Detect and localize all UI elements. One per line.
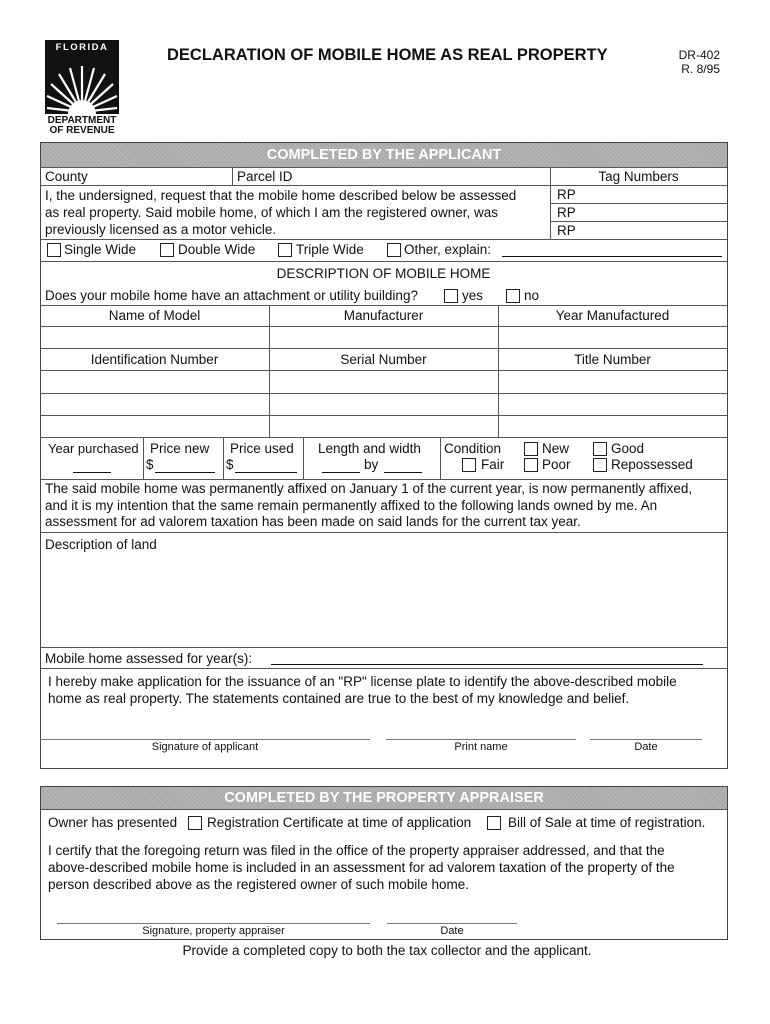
appraiser-signature-line[interactable] [57, 923, 370, 924]
certify-line: I certify that the foregoing return was filed in the office of the property appraiser addressed, and that the [48, 843, 665, 858]
applicant-signature-line[interactable] [40, 739, 370, 740]
condition-new-checkbox[interactable] [524, 442, 538, 456]
year-purchased-field[interactable] [73, 472, 111, 473]
logo-of-revenue: OF REVENUE [49, 125, 115, 136]
applicant-band: COMPLETED BY THE APPLICANT [41, 143, 727, 167]
request-line: previously licensed as a motor vehicle. [45, 222, 277, 237]
model-input-row[interactable] [41, 327, 727, 347]
price-used-field[interactable] [235, 472, 297, 473]
double-wide-checkbox[interactable] [160, 243, 174, 257]
attachment-no-label: no [524, 288, 540, 303]
logo-department: DEPARTMENT [47, 115, 117, 126]
county-label: County [45, 169, 88, 184]
applicant-date-line[interactable] [590, 739, 702, 740]
print-name-line[interactable] [386, 739, 576, 740]
by-label: by [364, 457, 379, 472]
registration-certificate-label: Registration Certificate at time of application [207, 815, 472, 830]
condition-fair-checkbox[interactable] [462, 458, 476, 472]
other-explain-field[interactable] [502, 256, 722, 257]
application-statement [48, 673, 677, 707]
triple-wide-label: Triple Wide [296, 242, 364, 257]
col-year-manufactured: Year Manufactured [555, 308, 670, 323]
condition-poor-checkbox[interactable] [524, 458, 538, 472]
bill-of-sale-label: Bill of Sale at time of registration. [508, 815, 706, 830]
owner-presented-label: Owner has presented [48, 815, 178, 830]
attachment-yes-checkbox[interactable] [444, 289, 458, 303]
florida-dor-logo [42, 40, 122, 136]
length-field[interactable] [322, 472, 360, 473]
affixed-line: assessment for ad valorem taxation has been made on said lands for the current tax year. [45, 514, 581, 529]
condition-label: Condition [444, 441, 502, 456]
condition-good-label: Good [611, 441, 645, 456]
certify-line: above-described mobile home is included in an assessment for ad valorem taxation of the property of the [48, 860, 675, 875]
col-name-of-model: Name of Model [108, 308, 201, 323]
condition-new-label: New [542, 441, 570, 456]
sunburst-icon [45, 56, 119, 114]
signature-applicant-label: Signature of applicant [151, 741, 259, 753]
affixed-line: and it is my intention that the same remain permanently affixed to the following lands owned by me. An [45, 497, 658, 513]
attachment-no-checkbox[interactable] [506, 289, 520, 303]
single-wide-label: Single Wide [64, 242, 137, 257]
form-id [660, 48, 720, 76]
registration-certificate-checkbox[interactable] [188, 816, 202, 830]
form-title: DECLARATION OF MOBILE HOME AS REAL PROPERTY [167, 46, 608, 64]
price-used-dollar: $ [226, 457, 234, 472]
description-of-land-field[interactable] [41, 555, 727, 645]
signature-appraiser-label: Signature, property appraiser [142, 925, 285, 937]
appraiser-band: COMPLETED BY THE PROPERTY APPRAISER [41, 787, 727, 809]
request-line: as real property. Said mobile home, of which I am the registered owner, was [45, 205, 498, 220]
logo-top-text: FLORIDA [45, 40, 119, 56]
logo-bottom-text [42, 116, 122, 136]
id-input-row[interactable] [41, 394, 727, 415]
appraiser-date-label: Date [440, 925, 464, 937]
rp-tag-3[interactable]: RP [557, 223, 576, 238]
applicant-date-label: Date [634, 741, 658, 753]
col-title-number: Title Number [574, 352, 651, 367]
attachment-question: Does your mobile home have an attachment or utility building? [45, 288, 418, 303]
print-name-label: Print name [454, 741, 508, 753]
id-input-row[interactable] [41, 416, 727, 437]
certify-statement [48, 842, 675, 893]
price-new-label: Price new [150, 441, 210, 456]
rp-tag-1[interactable]: RP [557, 187, 576, 202]
affixed-statement [45, 481, 692, 531]
id-input-row[interactable] [41, 371, 727, 392]
col-manufacturer: Manufacturer [343, 308, 424, 323]
col-identification-number: Identification Number [90, 352, 219, 367]
request-line: I, the undersigned, request that the mobile home described below be assessed [45, 188, 517, 203]
description-of-land-label: Description of land [45, 537, 157, 552]
condition-fair-label: Fair [481, 457, 505, 472]
assessed-years-label: Mobile home assessed for year(s): [45, 651, 253, 666]
condition-good-checkbox[interactable] [593, 442, 607, 456]
rp-tag-2[interactable]: RP [557, 205, 576, 220]
bill-of-sale-checkbox[interactable] [487, 816, 501, 830]
assessed-years-field[interactable] [271, 664, 703, 665]
price-new-dollar: $ [146, 457, 154, 472]
single-wide-checkbox[interactable] [47, 243, 61, 257]
length-width-label: Length and width [318, 441, 421, 456]
other-explain-label: Other, explain: [404, 242, 492, 257]
form-number: DR-402 [678, 48, 720, 62]
col-serial-number: Serial Number [340, 352, 427, 367]
tag-numbers-label: Tag Numbers [598, 169, 679, 184]
request-statement [45, 187, 516, 238]
application-line: I hereby make application for the issuance of an "RP" license plate to identify the above-described mobile [48, 674, 677, 689]
appraiser-date-line[interactable] [387, 923, 517, 924]
application-line: home as real property. The statements contained are true to the best of my knowledge and belief. [48, 691, 630, 706]
condition-poor-label: Poor [542, 457, 571, 472]
year-purchased-label: Year purchased [48, 441, 139, 456]
triple-wide-checkbox[interactable] [278, 243, 292, 257]
parcel-id-label: Parcel ID [237, 169, 293, 184]
other-checkbox[interactable] [387, 243, 401, 257]
description-heading: DESCRIPTION OF MOBILE HOME [276, 266, 491, 281]
double-wide-label: Double Wide [178, 242, 256, 257]
certify-line: person described above as the registered owner of such mobile home. [48, 877, 469, 892]
width-field[interactable] [384, 472, 422, 473]
affixed-line: The said mobile home was permanently affixed on January 1 of the current year, is now permanently affixed, [45, 481, 693, 496]
condition-repossessed-label: Repossessed [611, 457, 693, 472]
price-new-field[interactable] [155, 472, 215, 473]
condition-repossessed-checkbox[interactable] [593, 458, 607, 472]
price-used-label: Price used [230, 441, 294, 456]
footer-instruction: Provide a completed copy to both the tax collector and the applicant. [182, 943, 592, 958]
form-revision: R. 8/95 [681, 62, 720, 76]
attachment-yes-label: yes [462, 288, 484, 303]
